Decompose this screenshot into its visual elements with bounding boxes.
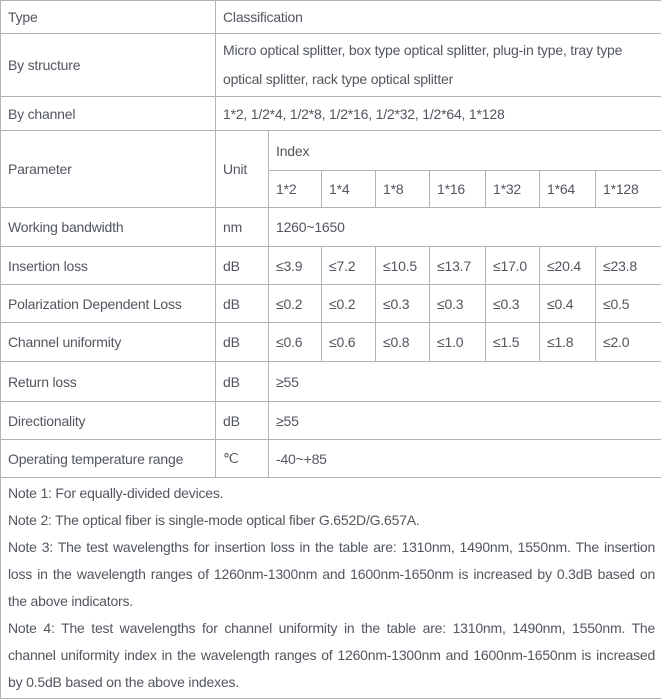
value-cell: ≤0.8 [376,323,430,362]
value-cell: ≤1.8 [540,323,596,362]
by-structure-value-cell: Micro optical splitter, box type optical splitter, plug-in type, tray type optical splitter, rack type optical splitter [216,34,661,97]
value-cell: ≤0.5 [596,285,661,323]
unit-cell: dB [216,285,269,323]
row-channel-uniformity [1,323,661,362]
parameter-label-cell: Working bandwidth [1,208,216,247]
note-1: Note 1: For equally-divided devices. [8,480,655,507]
value-cell: ≤0.3 [486,285,540,323]
unit-cell: ℃ [216,440,269,478]
index-header-cell: Index [269,131,661,171]
unit-cell: dB [216,362,269,402]
channel-header-cell: 1*128 [596,171,661,208]
note-3: Note 3: The test wavelengths for insertion loss in the table are: 1310nm, 1490nm, 1550nm. The insertion loss in the wavelength ranges of 1260nm-1300nm and 1600nm-1650nm is increased by 0.3dB based on the above indicators. [8,534,655,615]
parameter-label-cell: Insertion loss [1,247,216,285]
row-by-channel [1,97,661,131]
channel-header-cell: 1*8 [376,171,430,208]
classification-label-cell: Classification [216,1,661,34]
unit-cell: dB [216,247,269,285]
value-cell: ≤0.2 [322,285,376,323]
value-cell: ≤0.3 [376,285,430,323]
value-span-cell: ≥55 [269,402,661,440]
value-cell: ≤1.5 [486,323,540,362]
value-cell: ≤3.9 [269,247,322,285]
value-span-cell: ≥55 [269,362,661,402]
channel-header-cell: 1*64 [540,171,596,208]
parameter-label-cell: Operating temperature range [1,440,216,478]
value-cell: ≤20.4 [540,247,596,285]
row-by-structure [1,34,661,97]
parameter-label-cell: Channel uniformity [1,323,216,362]
channel-header-cell: 1*16 [430,171,486,208]
by-channel-value-cell: 1*2, 1/2*4, 1/2*8, 1/2*16, 1/2*32, 1/2*64, 1*128 [216,97,661,131]
value-cell: ≤0.6 [269,323,322,362]
unit-cell: dB [216,402,269,440]
row-working-bandwidth [1,208,661,247]
value-cell: ≤0.6 [322,323,376,362]
channel-header-cell: 1*2 [269,171,322,208]
channel-header-cell: 1*32 [486,171,540,208]
row-notes [1,478,661,699]
parameter-header-cell: Parameter [1,131,216,208]
value-cell: ≤0.2 [269,285,322,323]
row-polarization-dependent-loss [1,285,661,323]
channel-header-cell: 1*4 [322,171,376,208]
unit-cell: dB [216,323,269,362]
value-span-cell: 1260~1650 [269,208,661,247]
by-channel-label-cell: By channel [1,97,216,131]
value-cell: ≤7.2 [322,247,376,285]
value-cell: ≤17.0 [486,247,540,285]
note-2: Note 2: The optical fiber is single-mode optical fiber G.652D/G.657A. [8,507,655,534]
value-cell: ≤0.3 [430,285,486,323]
value-span-cell: -40~+85 [269,440,661,478]
row-directionality [1,402,661,440]
notes-cell [1,478,661,699]
value-cell: ≤13.7 [430,247,486,285]
unit-header-cell: Unit [216,131,269,208]
row-type [1,1,661,34]
value-cell: ≤0.4 [540,285,596,323]
value-cell: ≤10.5 [376,247,430,285]
row-return-loss [1,362,661,402]
row-index-header [1,131,661,171]
value-cell: ≤2.0 [596,323,661,362]
parameter-label-cell: Return loss [1,362,216,402]
row-operating-temperature [1,440,661,478]
note-4: Note 4: The test wavelengths for channel uniformity in the table are: 1310nm, 1490nm, 1550nm. The channel uniformity index in the wavelength ranges of 1260nm-1300nm and 1600nm-1650nm is increased by 0.5dB based on the above indexes. [8,615,655,696]
by-structure-label-cell: By structure [1,34,216,97]
type-label-cell: Type [1,1,216,34]
parameter-label-cell: Polarization Dependent Loss [1,285,216,323]
row-insertion-loss [1,247,661,285]
value-cell: ≤23.8 [596,247,661,285]
unit-cell: nm [216,208,269,247]
value-cell: ≤1.0 [430,323,486,362]
parameter-label-cell: Directionality [1,402,216,440]
